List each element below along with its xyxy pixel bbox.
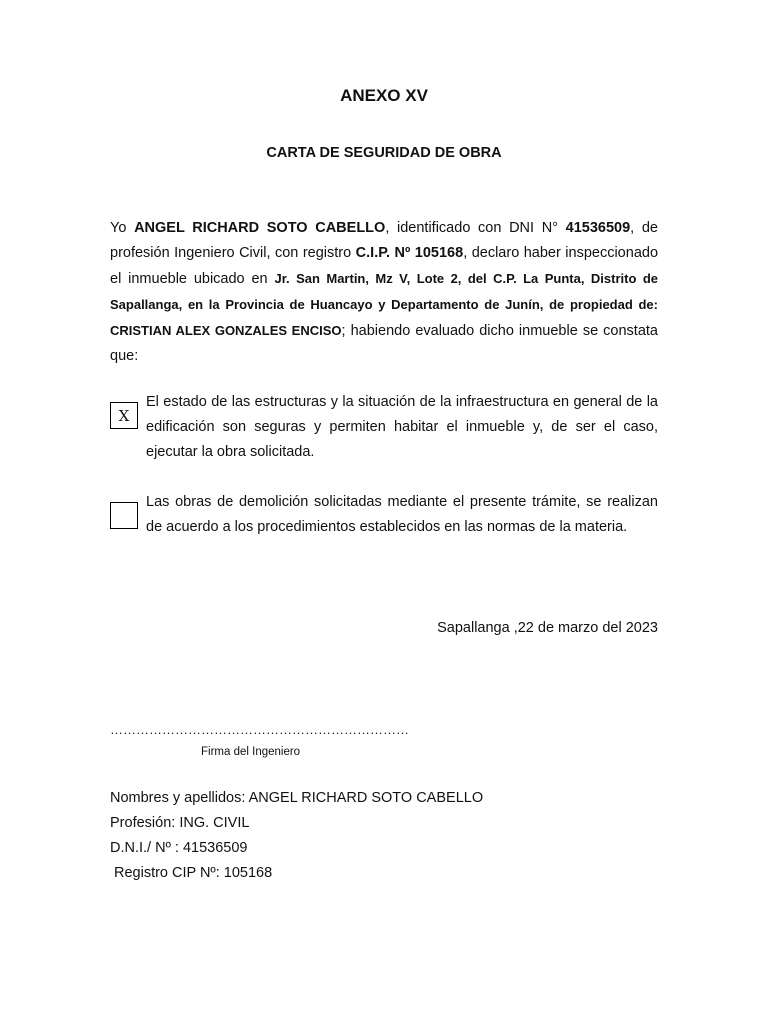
info-names: Nombres y apellidos: ANGEL RICHARD SOTO CABELLO <box>110 790 484 806</box>
place-date: Sapallanga ,22 de marzo del 2023 <box>437 620 658 636</box>
cip-number: C.I.P. Nº 105168 <box>355 245 464 261</box>
engineer-name: ANGEL RICHARD SOTO CABELLO <box>134 220 386 236</box>
signature-line: …………………………………………………………… <box>110 722 409 737</box>
para-text-5: ; habiendo evaluado dicho inmueble se constata que: <box>110 323 658 364</box>
info-dni: D.N.I./ Nº : 41536509 <box>110 840 248 856</box>
document-subtitle: CARTA DE SEGURIDAD DE OBRA <box>266 145 502 161</box>
option-text-1: El estado de las estructuras y la situación de la infraestructura en general de la edificación son seguras y permiten habitar el inmueble y, de ser el caso, ejecutar la obra solicitada. <box>146 394 658 460</box>
option-checkbox-2[interactable] <box>110 502 138 529</box>
signature-label: Firma del Ingeniero <box>201 746 301 758</box>
property-address: Jr. San Martin, Mz V, Lote 2, del C.P. La Punta, Distrito de Sapallanga, en la Provincia de Huancayo y Departamento de Junín, de propiedad de: CRISTIAN ALEX GONZALES ENCISO <box>110 271 658 338</box>
info-profession: Profesión: ING. CIVIL <box>110 815 250 831</box>
option-checkbox-1[interactable]: X <box>110 402 138 429</box>
option-text-2: Las obras de demolición solicitadas mediante el presente trámite, se realizan de acuerdo a los procedimientos establecidos en las normas de la materia. <box>146 494 658 535</box>
info-cip: Registro CIP Nº: 105168 <box>114 865 273 881</box>
dni-number: 41536509 <box>565 220 631 236</box>
para-text-2: , identificado con DNI N° <box>385 220 566 236</box>
document-title: ANEXO XV <box>340 86 428 105</box>
para-text-4: , declaro haber inspeccionado el inmueble ubicado en <box>110 245 659 287</box>
para-text-3: , de profesión Ingeniero Civil, con registro <box>110 220 658 261</box>
declaration-paragraph <box>110 216 658 369</box>
para-text-1: Yo <box>110 220 135 236</box>
